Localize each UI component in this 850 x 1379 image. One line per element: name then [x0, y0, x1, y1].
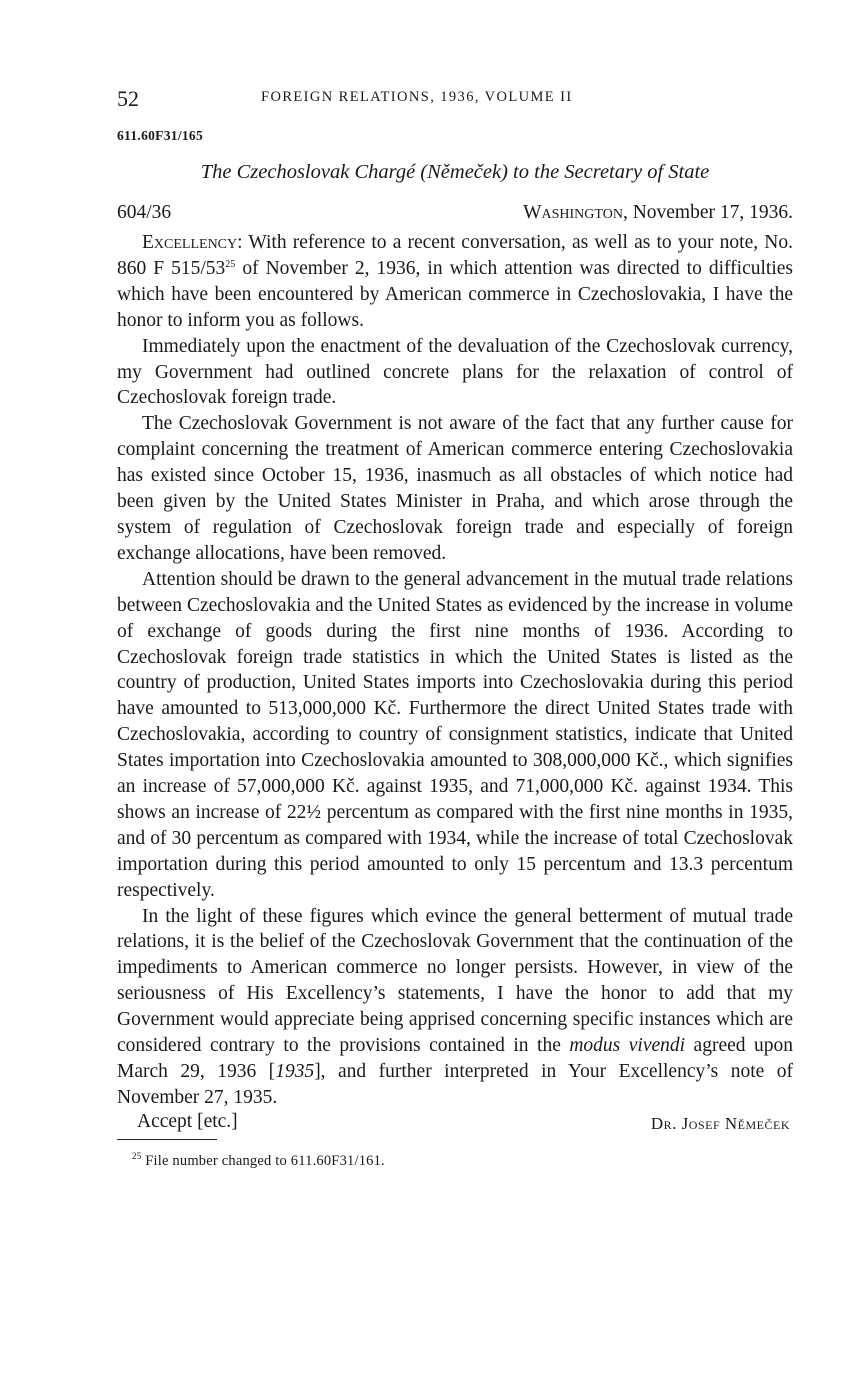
- page-number: 52: [117, 86, 139, 111]
- paragraph-5: [117, 904, 793, 1111]
- footnote-text: File number changed to 611.60F31/161.: [141, 1152, 385, 1169]
- italic-modus-vivendi: modus vivendi: [569, 1035, 686, 1057]
- italic-year: 1935: [275, 1061, 315, 1082]
- file-number: 611.60F31/165: [117, 128, 204, 143]
- complimentary-close: Accept [etc.]: [137, 1110, 238, 1132]
- paragraph-1-text-b: of November 2, 1936, in which attention was directed to difficulties which have been encountered by American commerce in Czechoslovakia, I have the honor to inform you as follows.: [117, 257, 793, 331]
- paragraph-5-text-a: In the light of these figures which evince the general betterment of mutual trade relations, it is the belief of the Czechoslovak Government that the continuation of the impediments to American commerce no longer persists. However, in view of the seriousness of His Excellency’s statements, I have the honor to add that my Government would appreciate being apprised concerning specific instances which are considered contrary to the provisions contained in the: [117, 905, 793, 1057]
- paragraph-5-text-b: agreed upon March 29, 1936 [: [117, 1035, 793, 1082]
- dateline: [117, 202, 793, 230]
- paragraph-5-text-c: ], and further interpreted in Your Excellency’s note of November 27, 1935.: [117, 1061, 794, 1108]
- salutation: Excellency: [142, 232, 238, 253]
- footnote-divider: [117, 1139, 217, 1140]
- footnote-reference: 25: [225, 258, 236, 270]
- paragraph-2: Immediately upon the enactment of the devaluation of the Czechoslovak currency, my Government had outlined concrete plans for the relaxation of control of Czechoslovak foreign trade.: [117, 335, 793, 409]
- footnote: [132, 1150, 793, 1170]
- place-date: [523, 202, 793, 224]
- paragraph-1-text-a: : With reference to a recent conversation, as well as to your note, No. 860 F 515/53: [117, 232, 793, 279]
- document-title: The Czechoslovak Chargé (Němeček) to the Secretary of State: [200, 161, 710, 183]
- paragraph-1: [117, 230, 793, 334]
- paragraph-4: Attention should be drawn to the general advancement in the mutual trade relations between Czechoslovakia and the United States as evidenced by the increase in volume of exchange of goods during the first nine months of 1936. According to Czechoslovak foreign trade statistics in which the United States is listed as the country of production, United States imports into Czechoslovakia during this period have amounted to 513,000,000 Kč. Furthermore the direct United States trade with Czechoslovakia, according to country of consignment statistics, indicate that United States importation into Czechoslovakia amounted to 308,000,000 Kč., which signifies an increase of 57,000,000 Kč. against 1935, and 71,000,000 Kč. against 1934. This shows an increase of 22½ percentum as compared with the first nine months in 1935, and of 30 percentum as compared with 1934, while the increase of total Czechoslovak importation during this period amounted to only 15 percentum and 13.3 percentum respectively.: [117, 568, 793, 901]
- footnote-marker: 25: [132, 1150, 142, 1161]
- paragraph-3: The Czechoslovak Government is not aware of the fact that any further cause for complaint concerning the treatment of American commerce entering Czechoslovakia has existed since October 15, 1936, inasmuch as all obstacles of which notice had been given by the United States Minister in Praha, and which arose through the system of regulation of Czechoslovak foreign trade and especially of foreign exchange allocations, have been removed.: [117, 413, 793, 564]
- document-page: [117, 86, 793, 1170]
- running-head-title: FOREIGN RELATIONS, 1936, VOLUME II: [261, 89, 573, 105]
- closing: [117, 1111, 793, 1137]
- letter-body: [117, 230, 793, 1111]
- running-head: [117, 86, 793, 114]
- place: Washington: [523, 202, 623, 223]
- reference-number: 604/36: [117, 202, 172, 223]
- signature: Dr. Josef Němeček: [650, 1113, 790, 1133]
- date: , November 17, 1936.: [622, 202, 793, 223]
